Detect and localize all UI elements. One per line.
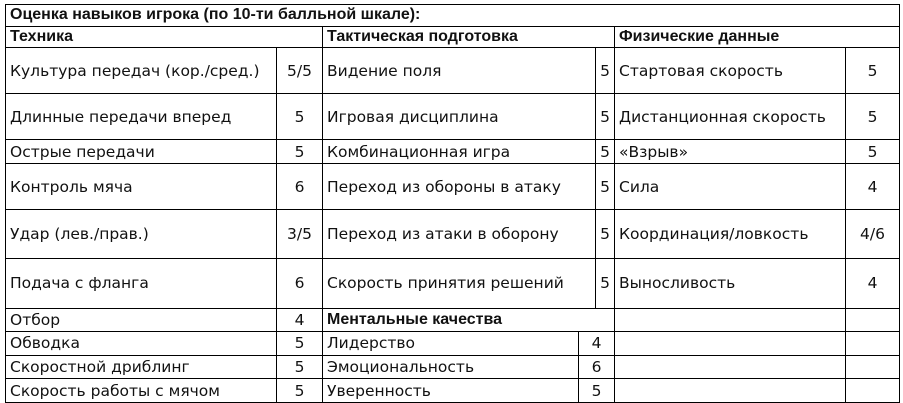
technique-label: Культура передач (кор./сред.) (6, 48, 277, 94)
technique-label: Отбор (6, 308, 277, 332)
physical-label: Сила (615, 163, 846, 209)
section-physical: Физические данные (615, 26, 900, 48)
technique-label: Скорость работы с мячом (6, 379, 277, 403)
table-row (6, 210, 900, 259)
tactics-value: 5 (596, 94, 615, 140)
table-row (6, 140, 900, 164)
title-row (6, 5, 900, 27)
empty-cell (846, 332, 900, 356)
section-header-row (6, 26, 900, 48)
mental-value: 5 (579, 379, 615, 403)
empty-cell (615, 308, 846, 332)
tactics-label: Переход из обороны в атаку (323, 163, 596, 209)
technique-value: 5 (277, 94, 323, 140)
technique-value: 5 (277, 355, 323, 379)
empty-cell (615, 355, 846, 379)
mental-value: 6 (579, 355, 615, 379)
tactics-label: Игровая дисциплина (323, 94, 596, 140)
technique-label: Длинные передачи вперед (6, 94, 277, 140)
tactics-value: 5 (596, 259, 615, 308)
table-row (6, 94, 900, 140)
empty-cell (615, 379, 846, 403)
physical-label: Выносливость (615, 259, 846, 308)
mental-value: 4 (579, 332, 615, 356)
tactics-value: 5 (596, 163, 615, 209)
table-row (6, 308, 900, 332)
technique-value: 4 (277, 308, 323, 332)
technique-value: 5 (277, 140, 323, 164)
tactics-value: 5 (596, 140, 615, 164)
tactics-value: 5 (596, 210, 615, 259)
table-row (6, 48, 900, 94)
mental-label: Лидерство (323, 332, 579, 356)
physical-value: 4 (846, 259, 900, 308)
technique-label: Скоростной дриблинг (6, 355, 277, 379)
tactics-value: 5 (596, 48, 615, 94)
technique-value: 5 (277, 379, 323, 403)
technique-value: 5 (277, 332, 323, 356)
technique-value: 6 (277, 259, 323, 308)
technique-value: 6 (277, 163, 323, 209)
mental-label: Уверенность (323, 379, 579, 403)
physical-value: 5 (846, 94, 900, 140)
section-tactics: Тактическая подготовка (323, 26, 615, 48)
physical-label: Координация/ловкость (615, 210, 846, 259)
table-title: Оценка навыков игрока (по 10-ти балльной шкале): (6, 5, 900, 27)
technique-value: 5/5 (277, 48, 323, 94)
section-technique: Техника (6, 26, 323, 48)
table-row (6, 355, 900, 379)
tactics-label: Комбинационная игра (323, 140, 596, 164)
table-row (6, 332, 900, 356)
empty-cell (846, 355, 900, 379)
technique-label: Острые передачи (6, 140, 277, 164)
physical-label: «Взрыв» (615, 140, 846, 164)
table-row (6, 163, 900, 209)
technique-label: Удар (лев./прав.) (6, 210, 277, 259)
physical-label: Дистанционная скорость (615, 94, 846, 140)
physical-label: Стартовая скорость (615, 48, 846, 94)
table-row (6, 379, 900, 403)
technique-label: Подача с фланга (6, 259, 277, 308)
technique-value: 3/5 (277, 210, 323, 259)
empty-cell (846, 379, 900, 403)
technique-label: Контроль мяча (6, 163, 277, 209)
tactics-label: Видение поля (323, 48, 596, 94)
empty-cell (615, 332, 846, 356)
technique-label: Обводка (6, 332, 277, 356)
tactics-label: Скорость принятия решений (323, 259, 596, 308)
physical-value: 5 (846, 140, 900, 164)
skills-table (5, 4, 900, 403)
section-mental: Ментальные качества (323, 308, 615, 332)
table-row (6, 259, 900, 308)
mental-label: Эмоциональность (323, 355, 579, 379)
physical-value: 4/6 (846, 210, 900, 259)
physical-value: 5 (846, 48, 900, 94)
physical-value: 4 (846, 163, 900, 209)
tactics-label: Переход из атаки в оборону (323, 210, 596, 259)
empty-cell (846, 308, 900, 332)
